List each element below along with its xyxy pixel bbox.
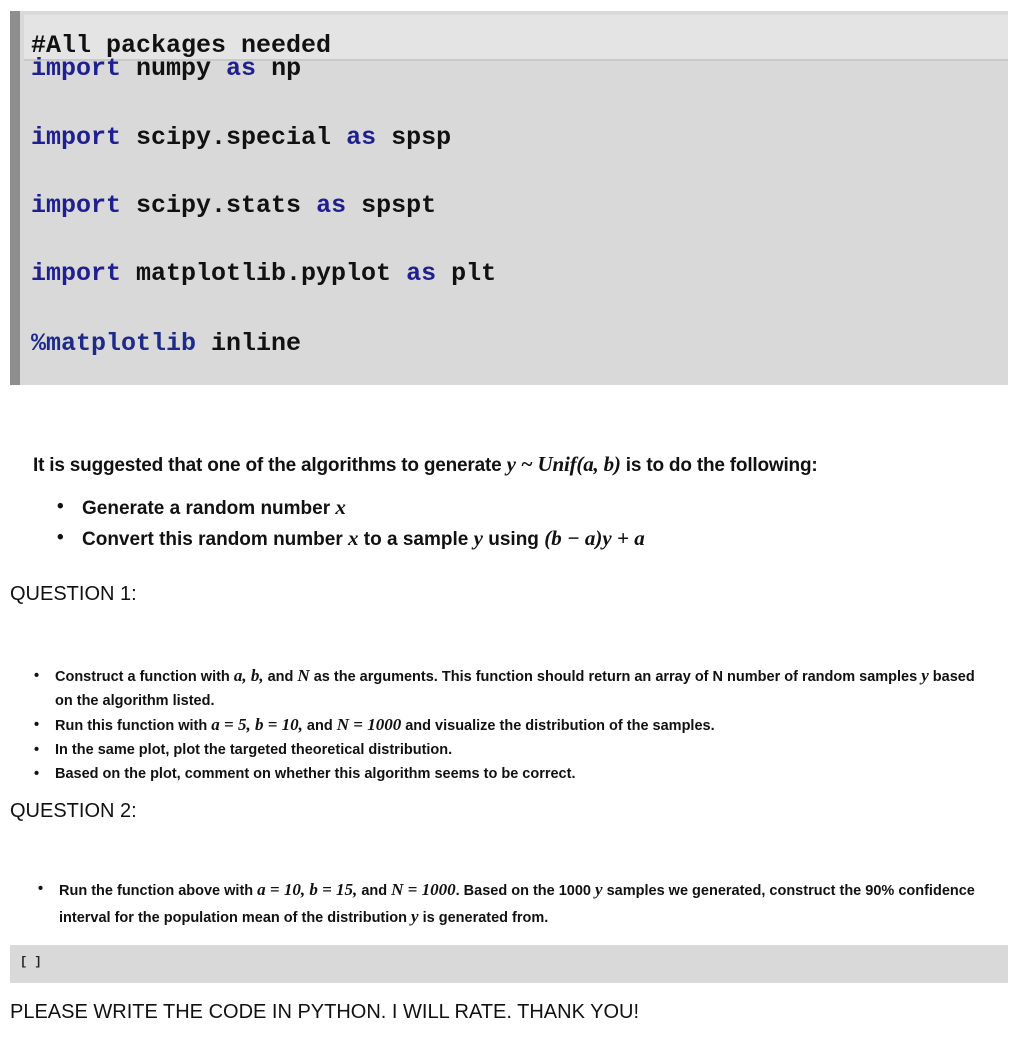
empty-code-cell[interactable] [10,945,1008,983]
intro-math: y ~ Unif(a, b) [506,452,621,476]
list-item [57,524,645,555]
keyword-import: import [31,123,122,152]
keyword-import: import [31,191,122,220]
list-item [38,877,1003,931]
step-text: Convert this random number [82,529,349,550]
code-line-import-scipy-special [31,123,451,153]
alias-name: spsp [376,123,452,152]
module-name: scipy.stats [121,191,317,220]
bullet-icon: • [34,766,40,782]
item-math: a, b, [233,666,264,685]
item-text: Construct a function with [55,669,234,685]
item-text: is generated from. [418,910,549,926]
closing-note: PLEASE WRITE THE CODE IN PYTHON. I WILL RATE. THANK YOU! [10,1001,640,1023]
question-1-heading: QUESTION 1: [10,583,137,605]
item-text: based on the algorithm listed. [55,669,975,709]
intro-suffix: is to do the following: [620,455,818,476]
alias-name: spspt [346,191,437,220]
item-math: N [297,666,310,685]
step-math: x [348,526,359,550]
bullet-icon: • [34,742,40,758]
step-text: Generate a random number [82,498,336,519]
bullet-icon: • [34,717,40,733]
alias-name: np [256,54,302,83]
list-item [34,713,994,738]
item-text: and visualize the distribution of the samples. [401,718,715,734]
list-item [34,738,994,762]
item-text: Run this function with [55,718,212,734]
keyword-import: import [31,259,122,288]
item-text: . Based on the 1000 [455,883,596,899]
intro-prefix: It is suggested that one of the algorithms to generate [33,455,507,476]
magic-command: %matplotlib [31,329,197,358]
item-math: y [921,666,929,685]
bullet-icon: • [34,668,40,684]
algorithm-steps [57,493,645,555]
cell-prompt: [ ] [20,955,42,969]
item-math: y [595,880,603,899]
magic-argument: inline [196,329,302,358]
step-math: y [473,526,483,550]
keyword-as: as [406,259,437,288]
item-text: Based on the plot, comment on whether this algorithm seems to be correct. [55,766,576,782]
step-text: to a sample [358,529,474,550]
keyword-as: as [226,54,257,83]
module-name: numpy [121,54,227,83]
comment-text: #All packages needed [31,31,332,60]
item-math: N = 1000 [391,880,456,899]
item-text: samples we generated, construct the 90% confidence interval for the population mean of the distribution [59,883,975,926]
item-math: a = 5, b = 10, [211,715,303,734]
item-text: as the arguments. This function should return an array of N number of random samples [309,669,922,685]
code-line-magic [31,329,301,359]
item-math: a = 10, b = 15, [257,880,358,899]
question-1-list [34,664,994,786]
code-line-import-numpy [31,54,301,84]
code-line-import-matplotlib [31,259,496,289]
keyword-as: as [346,123,377,152]
item-text: Run the function above with [59,883,258,899]
list-item [34,762,994,786]
step-math: (b − a)y + a [544,526,645,550]
item-text: and [302,718,337,734]
list-item [57,493,645,524]
question-2-heading: QUESTION 2: [10,800,137,822]
module-name: matplotlib.pyplot [121,259,407,288]
keyword-as: as [316,191,347,220]
item-math: y [411,907,419,926]
module-name: scipy.special [121,123,347,152]
bullet-icon: • [57,527,64,548]
item-text: and [263,669,298,685]
list-item [34,664,994,713]
question-2-list [38,877,1003,931]
cell-selection-bar [10,11,20,385]
step-math: x [335,495,346,519]
bullet-icon: • [57,496,64,517]
bullet-icon: • [38,881,44,897]
item-math: N = 1000 [336,715,402,734]
alias-name: plt [436,259,497,288]
keyword-import: import [31,54,122,83]
item-text: In the same plot, plot the targeted theoretical distribution. [55,742,453,758]
step-text: using [482,529,545,550]
intro-text [33,452,818,477]
item-text: and [357,883,392,899]
code-line-import-scipy-stats [31,191,436,221]
code-cell[interactable] [10,11,1008,385]
